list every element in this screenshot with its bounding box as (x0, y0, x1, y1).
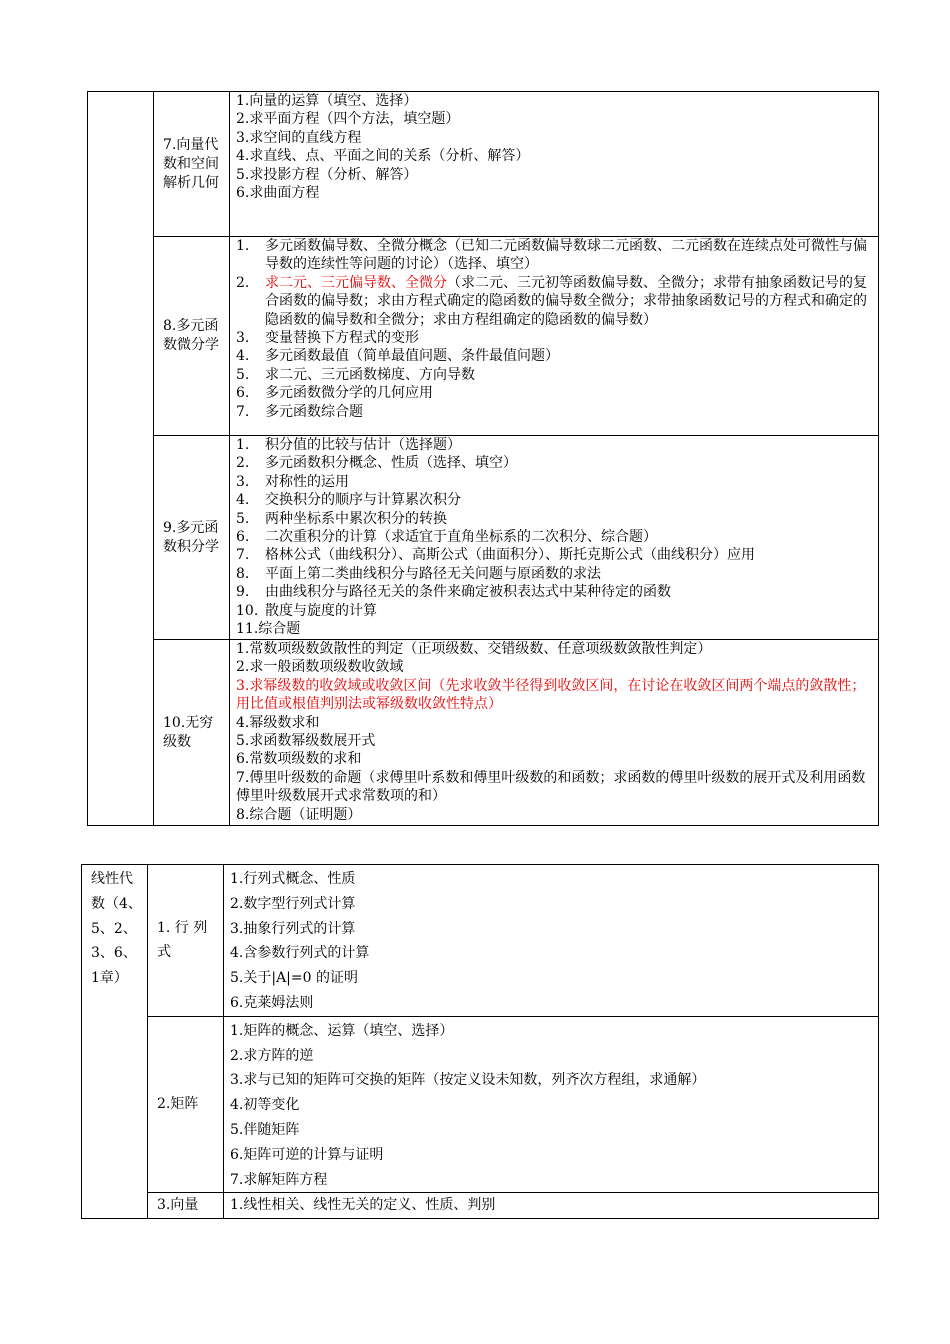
section-row (82, 1016, 879, 1193)
section-row (82, 1193, 879, 1219)
list-item: 6.求曲面方程 (236, 185, 320, 202)
list-item: 8.综合题（证明题） (236, 806, 362, 823)
list-item: 2.数字型行列式计算 (230, 895, 356, 912)
topic-cell: 1. 行 列 式 (148, 865, 224, 1017)
item-list (230, 92, 879, 237)
section-row (88, 436, 879, 640)
list-item: 5.关于|A|=0 的证明 (230, 970, 358, 987)
topic-cell: 9.多元函数积分学 (154, 436, 230, 640)
list-item: 4. 多元函数最值（简单最值问题、条件最值问题） (236, 348, 559, 365)
topic-cell: 8.多元函数微分学 (154, 237, 230, 436)
list-item (236, 677, 871, 714)
list-item: 1.行列式概念、性质 (230, 871, 356, 887)
list-item: 6.常数项级数的求和 (236, 751, 362, 768)
list-item: 4.幂级数求和 (236, 714, 320, 731)
list-item: 1.常数项级数敛散性的判定（正项级数、交错级数、任意项级数敛散性判定） (236, 641, 712, 657)
list-item: 7.求解矩阵方程 (230, 1171, 328, 1188)
list-item: 1.线性相关、线性无关的定义、性质、判别 (230, 1197, 496, 1214)
list-item: 1. 多元函数偏导数、全微分概念（已知二元函数偏导数球二元函数、二元函数在连续点处可微性与偏导数的连续性等问题的讨论）（选择、填空） (236, 238, 867, 273)
category-cell: 线性代数（4、5、2、3、6、1章） (82, 865, 148, 1219)
list-item: 3. 对称性的运用 (236, 473, 349, 490)
list-item: 2.求方阵的逆 (230, 1047, 314, 1064)
list-item: 6.矩阵可逆的计算与证明 (230, 1146, 384, 1163)
list-item: 11.综合题 (236, 621, 301, 638)
list-item: 6. 多元函数微分学的几何应用 (236, 385, 433, 402)
list-item: 5. 两种坐标系中累次积分的转换 (236, 510, 447, 527)
list-item: 2. 求二元、三元偏导数、全微分（求二元、三元初等函数偏导数、全微分；求带有抽象函数记号的复合函数的偏导数；求由方程式确定的隐函数的偏导数全微分；求带抽象函数记号的方程式和确定的隐函数的偏导数和全微分；求由方程组确定的隐函数的偏导数） (236, 274, 867, 328)
section-row (88, 92, 879, 237)
list-item: 10. 散度与旋度的计算 (236, 602, 377, 619)
category-cell (88, 92, 154, 826)
item-list (230, 237, 879, 436)
topic-cell: 7.向量代数和空间解析几何 (154, 92, 230, 237)
list-item: 4.初等变化 (230, 1097, 300, 1114)
list-item: 1. 积分值的比较与估计（选择题） (236, 437, 461, 453)
list-item: 6. 二次重积分的计算（求适宜于直角坐标系的二次积分、综合题） (236, 529, 657, 546)
list-item: 4. 交换积分的顺序与计算累次积分 (236, 492, 461, 509)
topic-cell: 10.无穷级数 (154, 640, 230, 826)
list-item: 6.克莱姆法则 (230, 994, 314, 1011)
list-item: 3. 变量替换下方程式的变形 (236, 330, 419, 347)
topic-cell: 2.矩阵 (148, 1016, 224, 1193)
calculus-topics-table (87, 91, 879, 826)
list-item: 2. 多元函数积分概念、性质（选择、填空） (236, 455, 517, 472)
list-item: 5.求函数幂级数展开式 (236, 733, 376, 750)
item-list (230, 640, 879, 826)
highlight-text: 3.求幂级数的收敛域或收敛区间（先求收敛半径得到收敛区间，在讨论在收敛区间两个端点的敛散性；用比值或根值判别法或幂级数收敛性特点） (236, 677, 866, 713)
list-item: 3.求空间的直线方程 (236, 129, 362, 146)
list-item: 5.伴随矩阵 (230, 1121, 300, 1138)
list-item: 3.抽象行列式的计算 (230, 920, 356, 937)
item-list (230, 436, 879, 640)
list-item: 4.求直线、点、平面之间的关系（分析、解答） (236, 148, 530, 165)
list-item: 2.求一般函数项级数收敛域 (236, 659, 404, 676)
list-item: 9. 由曲线积分与路径无关的条件来确定被积表达式中某种待定的函数 (236, 584, 671, 601)
linear-algebra-table (81, 864, 879, 1219)
item-list (224, 1016, 879, 1193)
section-row (88, 640, 879, 826)
list-item: 5. 求二元、三元函数梯度、方向导数 (236, 366, 475, 383)
list-item: 3.求与已知的矩阵可交换的矩阵（按定义设未知数，列齐次方程组，求通解） (230, 1072, 706, 1089)
list-item: 5.求投影方程（分析、解答） (236, 166, 418, 183)
list-item: 2.求平面方程（四个方法，填空题） (236, 111, 460, 128)
item-list (224, 865, 879, 1017)
highlight-text: 求二元、三元偏导数、全微分 (265, 274, 447, 291)
list-item: 7. 格林公式（曲线积分）、高斯公式（曲面积分）、斯托克斯公式（曲线积分）应用 (236, 547, 755, 564)
item-list (224, 1193, 879, 1219)
list-item: 1.向量的运算（填空、选择） (236, 93, 418, 109)
list-item: 4.含参数行列式的计算 (230, 945, 370, 962)
section-row (88, 237, 879, 436)
list-item: 1.矩阵的概念、运算（填空、选择） (230, 1022, 454, 1039)
list-item: 8. 平面上第二类曲线积分与路径无关问题与原函数的求法 (236, 565, 601, 582)
section-row (82, 865, 879, 1017)
list-item: 7. 多元函数综合题 (236, 403, 363, 420)
topic-cell: 3.向量 (148, 1193, 224, 1219)
list-item: 7.傅里叶级数的命题（求傅里叶系数和傅里叶级数的和函数；求函数的傅里叶级数的展开式及利用函数傅里叶级数展开式求常数项的和） (236, 769, 866, 805)
